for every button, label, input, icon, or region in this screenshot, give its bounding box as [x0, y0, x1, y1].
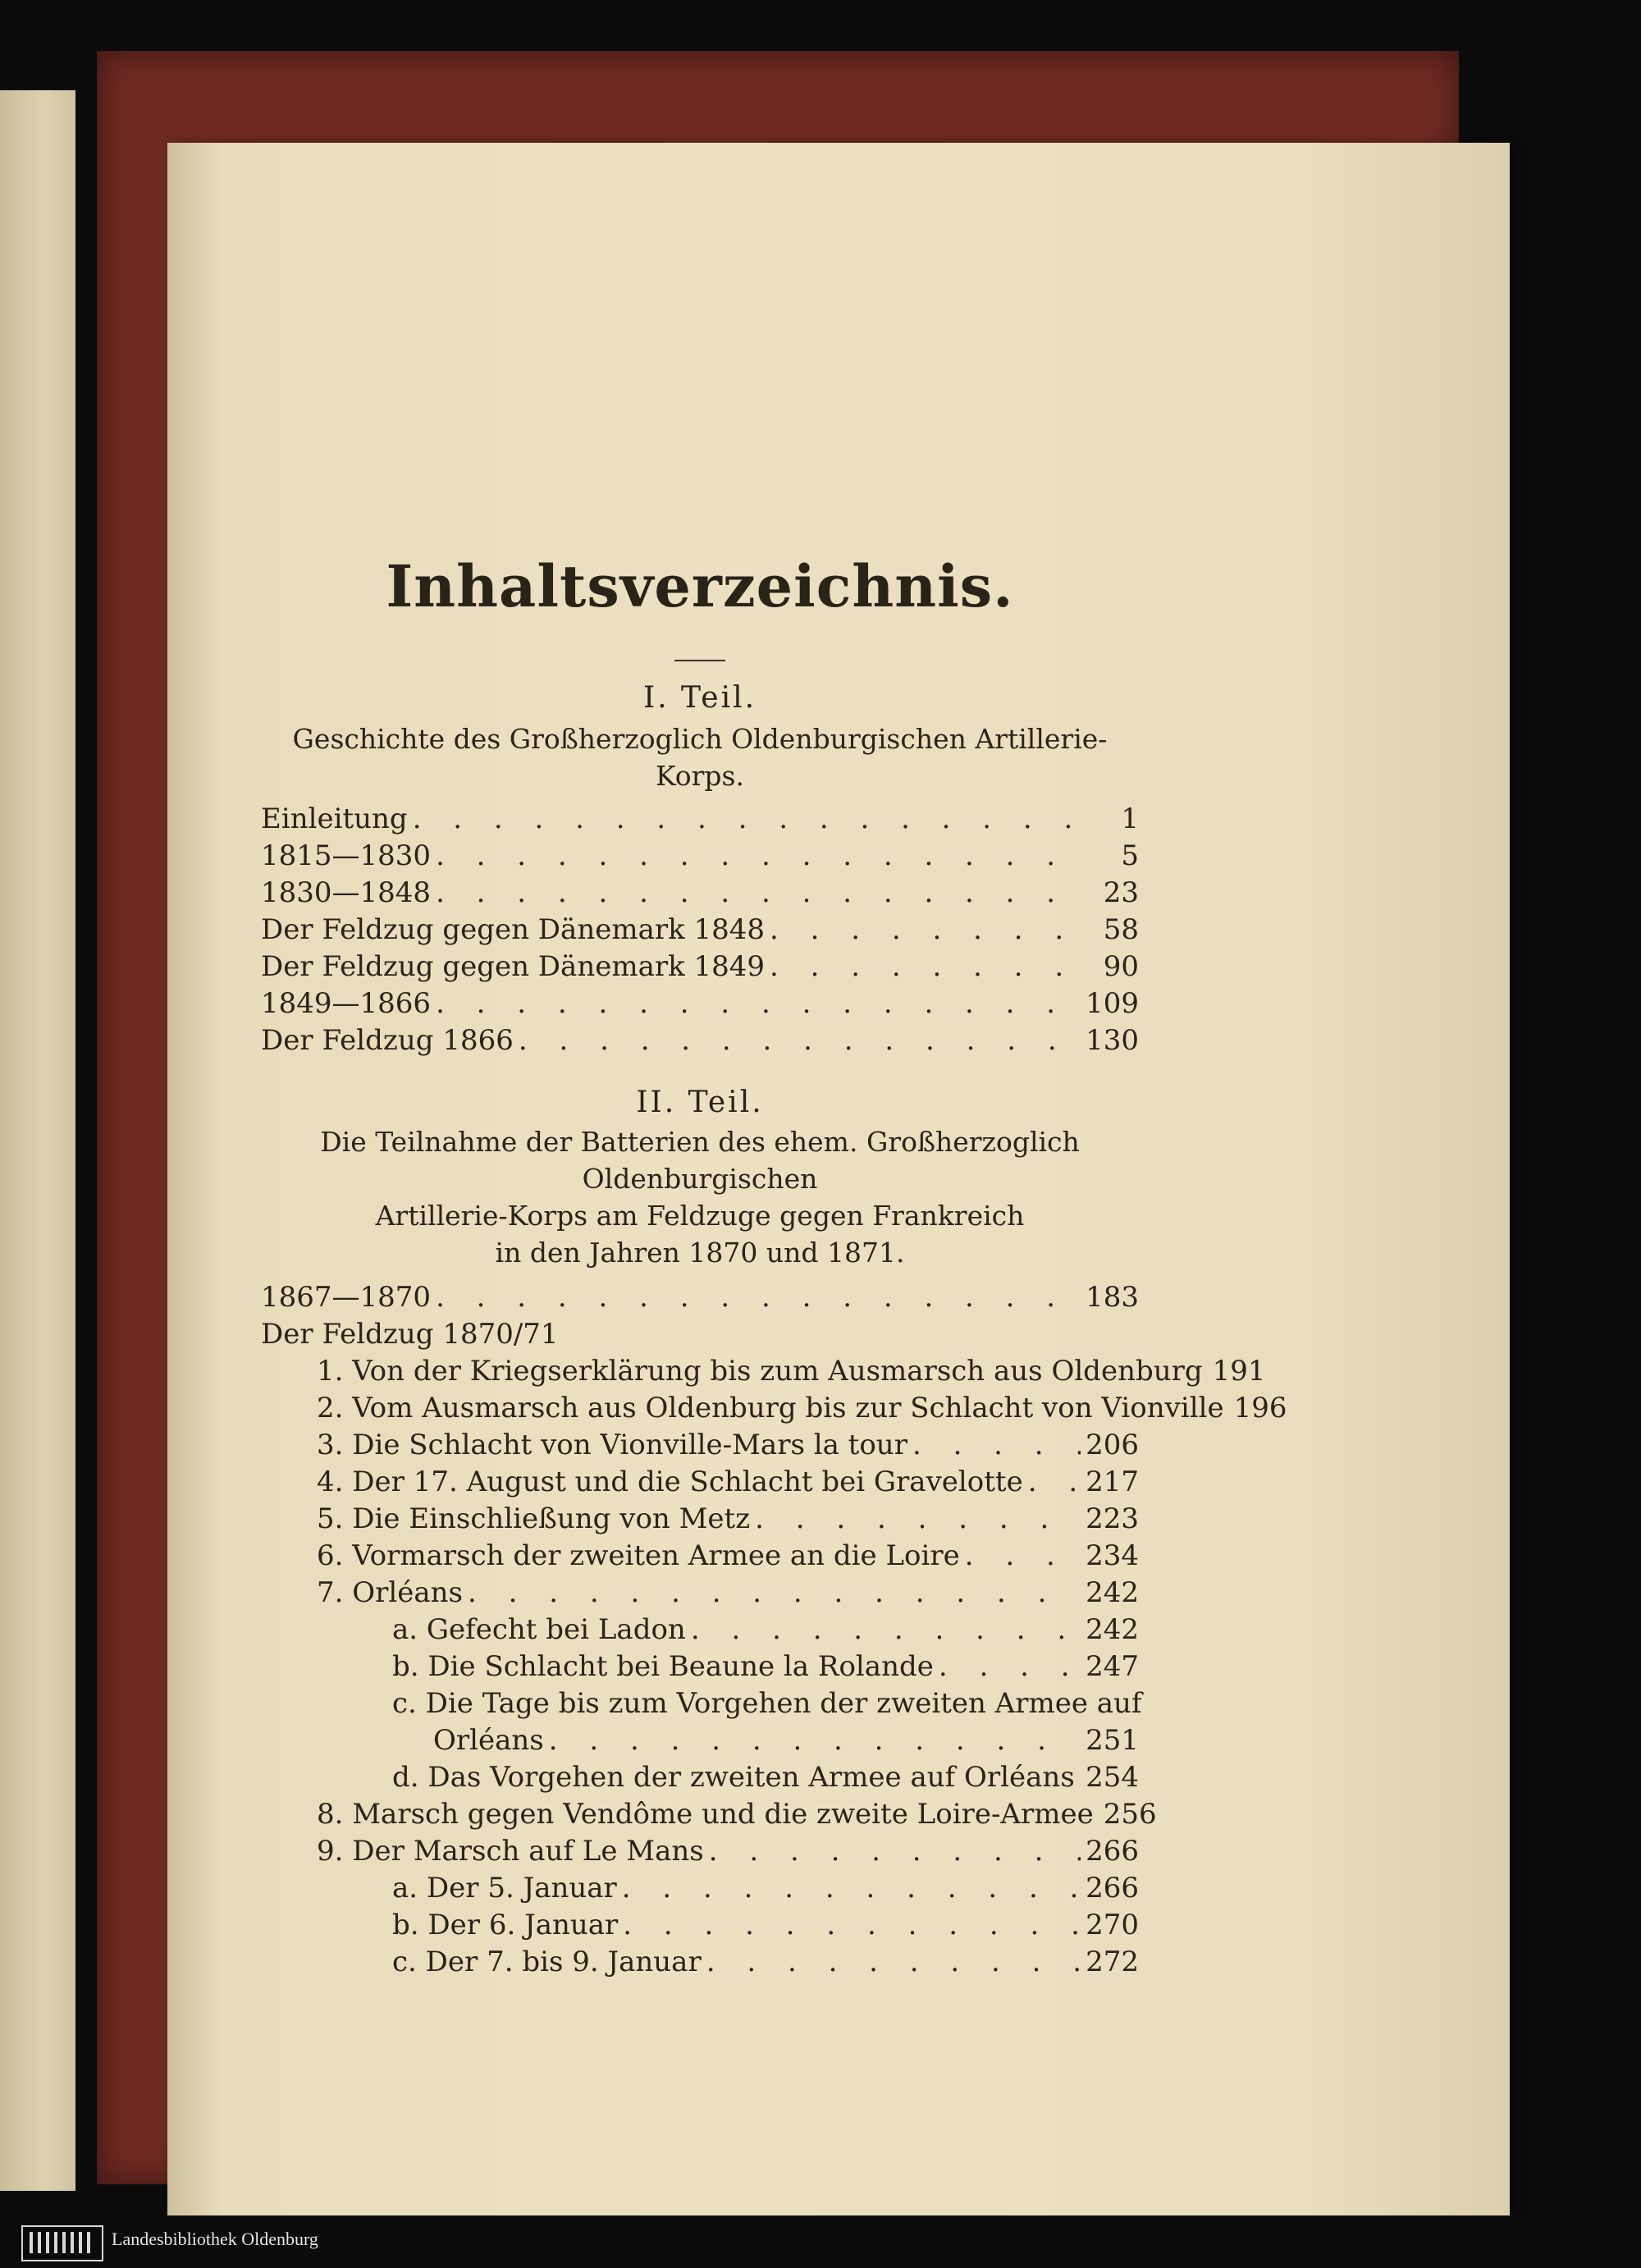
toc-subsection: c. Der 7. bis 9. Januar . . . 272 — [261, 1944, 1139, 1981]
toc-entry: Der Feldzug 1866 . . . 130 — [261, 1022, 1139, 1059]
toc-chapter: 1. Von der Kriegserklärung bis zum Ausmarsch aus Oldenburg 191 — [317, 1355, 1266, 1388]
library-logo-icon — [21, 2225, 103, 2261]
toc-entry: Der Feldzug 1870/71 — [261, 1318, 559, 1351]
page-title: Inhaltsverzeichnis. — [386, 552, 1014, 620]
part-2-subtitle: Die Teilnahme der Batterien des ehem. Großherzoglich Oldenburgischen Artillerie-Korps am Feldzuge gegen Frankreich in den Jahren 1870 und 1871. — [320, 1126, 1080, 1269]
toc-entry: Der Feldzug gegen Dänemark 1849 . . . 90 — [261, 949, 1139, 985]
toc-subsection-continuation: Orléans . . . 251 — [261, 1722, 1139, 1759]
part-1-heading: I. Teil. — [642, 681, 757, 715]
toc-chapter: 5. Die Einschließung von Metz . . . 223 — [261, 1501, 1139, 1538]
toc-chapter: 8. Marsch gegen Vendôme und die zweite Loire-Armee 256 — [317, 1798, 1157, 1831]
library-footer — [0, 2215, 1641, 2268]
toc-chapter: 4. Der 17. August und die Schlacht bei Gravelotte . . . 217 — [261, 1464, 1139, 1501]
facing-page-edge — [0, 90, 75, 2191]
toc-subsection: a. Gefecht bei Ladon . . . 242 — [261, 1612, 1139, 1648]
toc-subsection: a. Der 5. Januar . . . 266 — [261, 1870, 1139, 1907]
toc-chapter: 6. Vormarsch der zweiten Armee an die Loire . . . 234 — [261, 1538, 1139, 1575]
part-2-heading: II. Teil. — [636, 1086, 764, 1119]
toc-entry: 1830—1848 . . . 23 — [261, 875, 1139, 912]
toc-entry: 1867—1870 . . . 183 — [261, 1279, 1139, 1316]
toc-chapter: 9. Der Marsch auf Le Mans . . . 266 — [261, 1833, 1139, 1870]
toc-entry: Der Feldzug gegen Dänemark 1848 . . . 58 — [261, 912, 1139, 949]
toc-subsection: b. Der 6. Januar . . . 270 — [261, 1907, 1139, 1944]
table-of-contents — [261, 542, 1287, 1981]
part-1-subtitle: Geschichte des Großherzoglich Oldenburgischen Artillerie-Korps. — [292, 723, 1108, 792]
toc-chapter: 2. Vom Ausmarsch aus Oldenburg bis zur Schlacht von Vionville 196 — [317, 1392, 1287, 1424]
library-credit: Landesbibliothek Oldenburg — [112, 2229, 318, 2249]
toc-chapter: 7. Orléans . . . 242 — [261, 1575, 1139, 1612]
toc-subsection: c. Die Tage bis zum Vorgehen der zweiten Armee auf — [392, 1687, 1142, 1720]
toc-entry: 1815—1830 . . . 5 — [261, 838, 1139, 875]
toc-entry: Einleitung . . . 1 — [261, 801, 1139, 838]
toc-entry: 1849—1866 . . . 109 — [261, 985, 1139, 1022]
title-divider — [674, 660, 725, 661]
toc-chapter: 3. Die Schlacht von Vionville-Mars la tour . . . 206 — [261, 1427, 1139, 1464]
part-2-entries — [261, 1279, 1287, 1981]
part-1-entries — [261, 801, 1139, 1059]
toc-subsection: d. Das Vorgehen der zweiten Armee auf Orléans . . . 254 — [261, 1759, 1139, 1796]
toc-subsection: b. Die Schlacht bei Beaune la Rolande . . . 247 — [261, 1648, 1139, 1685]
